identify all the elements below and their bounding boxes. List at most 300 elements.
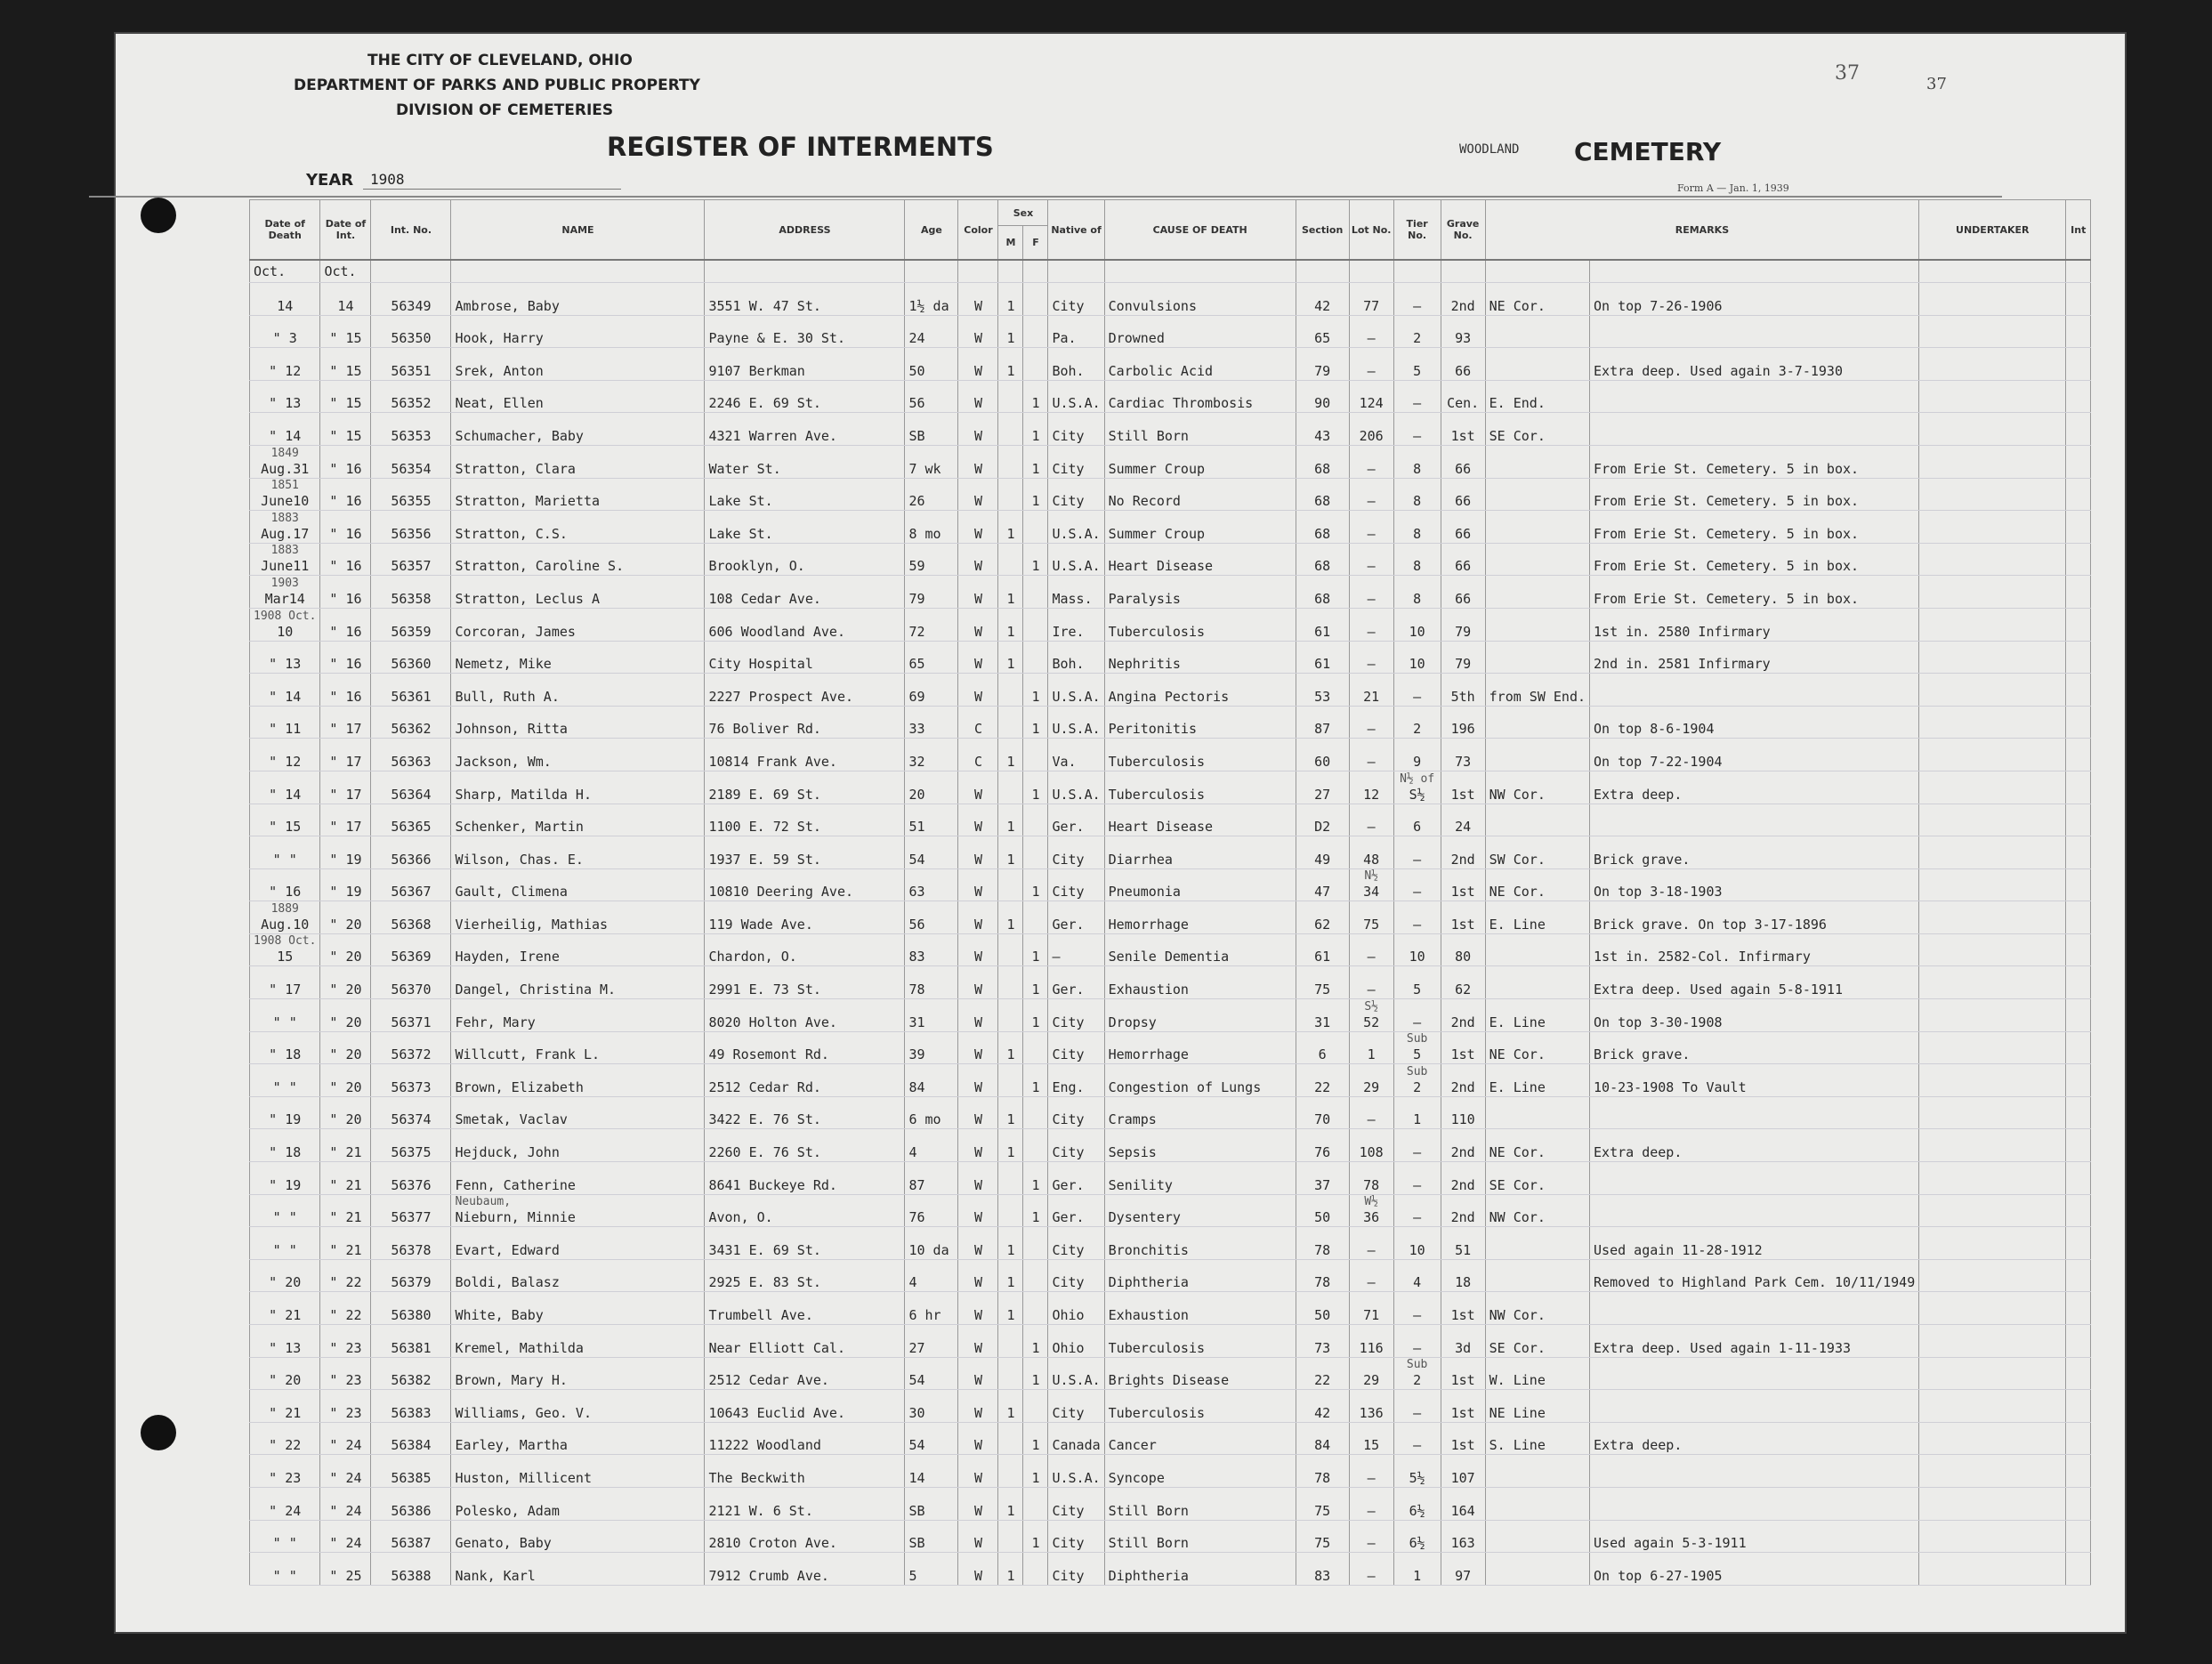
cell-native-value: U.S.A. [1052, 525, 1101, 542]
cell-color-value: W [973, 297, 982, 314]
cell-undertaker [1919, 1064, 2066, 1097]
cell-address-value: 11222 Woodland [708, 1437, 821, 1454]
cell-date-death [250, 1390, 320, 1423]
cell-age [905, 804, 958, 836]
table-row [250, 1553, 2091, 1586]
cell-native [1048, 1390, 1104, 1423]
cell-name [451, 868, 705, 901]
cell-cause [1104, 771, 1296, 804]
cell-extra [2066, 413, 2091, 446]
cell-extra [2066, 999, 2091, 1032]
cell-age [905, 1357, 958, 1390]
cell-cause [1104, 1357, 1296, 1390]
cell-age-value: 20 [908, 786, 925, 803]
cell-cause-value: Tuberculosis [1108, 753, 1206, 770]
cell-sex-m [998, 1520, 1023, 1553]
cell-address-value: 10814 Frank Ave. [708, 753, 837, 770]
cell-age [905, 868, 958, 901]
cell-sex-m-value: 1 [1006, 623, 1015, 640]
cell-native [1048, 868, 1104, 901]
cell-sex-m [998, 1325, 1023, 1358]
cell-lot [1349, 1129, 1393, 1162]
cell-int-no [371, 901, 451, 934]
cell-section-value: 31 [1314, 1014, 1331, 1030]
cell-date-death [250, 901, 320, 934]
cell-tier [1393, 1390, 1441, 1423]
cell-grave [1441, 478, 1485, 511]
cell-age-value: 27 [908, 1339, 925, 1356]
cell-lot-annotation: N½ [1364, 869, 1378, 884]
cell-tier-value: 8 [1413, 558, 1422, 575]
cell-sex-m [998, 1259, 1023, 1292]
cell-date-death [250, 966, 320, 999]
cell-remarks-value: From Erie St. Cemetery. 5 in box. [1594, 460, 1860, 477]
cell-date-int-value: " 21 [329, 1209, 362, 1226]
cell-int-no-value: 56352 [391, 395, 432, 412]
cell-cause [1104, 1096, 1296, 1129]
cell-undertaker [1919, 1390, 2066, 1423]
cell-section-value: 68 [1314, 493, 1331, 510]
column-header-row [250, 200, 2091, 226]
cell-address-value: 10643 Euclid Ave. [708, 1404, 845, 1421]
cell-remarks [1590, 1129, 1919, 1162]
cell-remarks [1590, 1064, 1919, 1097]
cell-color [958, 1520, 998, 1553]
cell-color [958, 804, 998, 836]
cell-sex-f [1023, 543, 1048, 576]
cell-name-value: Schenker, Martin [455, 819, 584, 836]
cell-undertaker [1919, 1292, 2066, 1325]
cell-int-no [371, 1227, 451, 1260]
cell-sex-f [1023, 706, 1048, 739]
cell-undertaker [1919, 804, 2066, 836]
cell-cause [1104, 1390, 1296, 1423]
cell-grave-value: 2nd [1450, 1078, 1475, 1095]
cell-cause-value: Still Born [1108, 427, 1189, 444]
cell-date-int [320, 445, 371, 478]
cell-name-value: Stratton, Marietta [455, 493, 601, 510]
cell-sex-f-value: 1 [1031, 949, 1040, 965]
col-section: Section [1296, 200, 1349, 261]
cell-date-death [250, 1422, 320, 1455]
cell-undertaker [1919, 1227, 2066, 1260]
cell-grave [1441, 1259, 1485, 1292]
cell-section-value: 47 [1314, 884, 1331, 901]
cell-color-value: W [973, 1046, 982, 1063]
cell-int-no-value: 56376 [391, 1176, 432, 1193]
cell-date-death [250, 608, 320, 641]
cell-name-value: Jackson, Wm. [455, 753, 552, 770]
cell-cause [1104, 283, 1296, 316]
cell-native-value: City [1052, 1046, 1085, 1063]
cell-date-death-value: 15 [277, 949, 294, 965]
cell-native [1048, 576, 1104, 609]
cell-sex-m-value: 1 [1006, 330, 1015, 347]
cell-date-death-value: " 3 [272, 330, 297, 347]
cell-name [451, 1129, 705, 1162]
cell-lot [1349, 380, 1393, 413]
cell-tier-annotation: Sub [1406, 1032, 1428, 1046]
cell-address-value: City Hospital [708, 656, 813, 673]
cell-grave [1441, 1553, 1485, 1586]
cell-grave [1441, 1325, 1485, 1358]
cell-address-value: 2189 E. 69 St. [708, 786, 821, 803]
cell-remarks-value: On top 6-27-1905 [1594, 1567, 1723, 1584]
cell-section [1296, 1194, 1349, 1227]
cell-color [958, 933, 998, 966]
cell-date-death-value: " 14 [269, 688, 302, 705]
cell-native-value: City [1052, 460, 1085, 477]
cell-lot-value: — [1367, 362, 1376, 379]
cell-location-value: NE Cor. [1489, 1144, 1546, 1161]
cell-cause-value: Convulsions [1108, 297, 1197, 314]
cell-sex-f [1023, 836, 1048, 869]
cell-date-int-value: " 21 [329, 1144, 362, 1161]
cell-section [1296, 771, 1349, 804]
cell-name [451, 771, 705, 804]
cell-grave-value: 2nd [1450, 1176, 1475, 1193]
cell-sex-f [1023, 641, 1048, 674]
cell-tier-value: — [1413, 297, 1422, 314]
cell-sex-m [998, 478, 1023, 511]
cell-cause-value: Dysentery [1108, 1209, 1181, 1226]
cell-grave [1441, 999, 1485, 1032]
cell-lot-value: — [1367, 981, 1376, 998]
month-row [250, 260, 2091, 283]
cell-cause [1104, 608, 1296, 641]
cell-name-value: Srek, Anton [455, 362, 544, 379]
cell-cause-value: Brights Disease [1108, 1372, 1230, 1389]
cell-address [705, 1259, 905, 1292]
cell-location [1485, 1194, 1589, 1227]
cell-cause-value: Summer Croup [1108, 460, 1206, 477]
cell-color-value: W [973, 1241, 982, 1258]
cell-location [1485, 1292, 1589, 1325]
cell-cause-value: Heart Disease [1108, 558, 1214, 575]
cell-section [1296, 706, 1349, 739]
cell-address [705, 804, 905, 836]
cell-name-value: Dangel, Christina M. [455, 981, 617, 998]
cell-native [1048, 413, 1104, 446]
cell-native-value: Ohio [1052, 1339, 1085, 1356]
cell-sex-m-value: 1 [1006, 590, 1015, 607]
cell-grave [1441, 868, 1485, 901]
cell-name [451, 1259, 705, 1292]
cell-color [958, 380, 998, 413]
cell-cause [1104, 315, 1296, 348]
cell-int-no [371, 511, 451, 544]
cell-name [451, 674, 705, 707]
cell-age-value: 24 [908, 330, 925, 347]
cell-name-value: Gault, Climena [455, 884, 568, 901]
cell-remarks [1590, 1031, 1919, 1064]
cell-tier-value: 8 [1413, 460, 1422, 477]
cell-tier-value: 5 [1413, 981, 1422, 998]
cell-sex-m [998, 315, 1023, 348]
cell-undertaker [1919, 966, 2066, 999]
cell-color [958, 1162, 998, 1195]
cell-tier [1393, 1031, 1441, 1064]
cell-tier [1393, 674, 1441, 707]
cell-sex-f-value: 1 [1031, 460, 1040, 477]
cell-remarks [1590, 771, 1919, 804]
cell-address [705, 771, 905, 804]
cell-section [1296, 413, 1349, 446]
cell-age-value: 4 [908, 1144, 917, 1161]
cell-age [905, 966, 958, 999]
cell-grave-value: 1st [1450, 427, 1475, 444]
cell-tier [1393, 608, 1441, 641]
cell-section [1296, 1292, 1349, 1325]
cell-age-value: 32 [908, 753, 925, 770]
table-row [250, 836, 2091, 869]
cell-remarks [1590, 1487, 1919, 1520]
cell-location-value: NE Cor. [1489, 1046, 1546, 1063]
cell-tier-value: 1 [1413, 1111, 1422, 1128]
cell-grave [1441, 1487, 1485, 1520]
cell-grave [1441, 804, 1485, 836]
cell-native-value: City [1052, 1535, 1085, 1552]
cell-sex-f [1023, 1390, 1048, 1423]
cell-address [705, 901, 905, 934]
cell-remarks-value: On top 3-30-1908 [1594, 1014, 1723, 1030]
cell-tier-value: — [1413, 1144, 1422, 1161]
cell-tier-value: S½ [1409, 786, 1425, 803]
cell-location [1485, 836, 1589, 869]
cell-date-death-annotation: 1889 [270, 901, 299, 916]
cell-tier-value: 6½ [1409, 1502, 1425, 1519]
cell-section-value: 68 [1314, 558, 1331, 575]
cell-remarks [1590, 1553, 1919, 1586]
cell-sex-m [998, 1487, 1023, 1520]
cell-tier-value: — [1413, 1209, 1422, 1226]
cell-undertaker [1919, 901, 2066, 934]
cell-address [705, 511, 905, 544]
cell-color-value: C [973, 753, 982, 770]
cell-lot [1349, 413, 1393, 446]
cell-color-value: C [973, 721, 982, 738]
cell-int-no-value: 56387 [391, 1535, 432, 1552]
cell-cause [1104, 543, 1296, 576]
cell-date-death-value: " " [272, 851, 297, 868]
cell-date-death-value: Aug.31 [261, 460, 310, 477]
cell-date-death [250, 380, 320, 413]
cell-address [705, 641, 905, 674]
cell-age [905, 1325, 958, 1358]
cell-color [958, 1422, 998, 1455]
cell-remarks [1590, 380, 1919, 413]
cell-tier [1393, 1162, 1441, 1195]
cell-remarks-value: Extra deep. [1594, 1437, 1683, 1454]
cell-cause-value: Cramps [1108, 1111, 1157, 1128]
cell-section-value: 61 [1314, 623, 1331, 640]
cell-native-value: City [1052, 884, 1085, 901]
cell-undertaker [1919, 1357, 2066, 1390]
cell-grave-value: 107 [1450, 1469, 1475, 1486]
cell-date-death [250, 1487, 320, 1520]
cell-int-no-value: 56373 [391, 1078, 432, 1095]
table-row [250, 1259, 2091, 1292]
cell-address-value: Lake St. [708, 525, 773, 542]
col-age: Age [905, 200, 958, 261]
cell-name-value: Polesko, Adam [455, 1502, 560, 1519]
cell-grave-value: 2nd [1450, 297, 1475, 314]
cell-lot [1349, 641, 1393, 674]
cell-location [1485, 445, 1589, 478]
cell-date-int-value: " 21 [329, 1241, 362, 1258]
cell-name-value: Earley, Martha [455, 1437, 568, 1454]
cell-tier-value: 8 [1413, 590, 1422, 607]
cell-date-int [320, 1422, 371, 1455]
cell-age-value: 39 [908, 1046, 925, 1063]
cell-cause [1104, 1064, 1296, 1097]
cell-color [958, 706, 998, 739]
cell-extra [2066, 1487, 2091, 1520]
table-row [250, 641, 2091, 674]
cell-extra [2066, 901, 2091, 934]
cell-remarks [1590, 1422, 1919, 1455]
cell-remarks [1590, 1096, 1919, 1129]
cell-name-value: Vierheilig, Mathias [455, 916, 609, 933]
cell-tier [1393, 706, 1441, 739]
cell-native-value: City [1052, 1144, 1085, 1161]
cell-name-value: Sharp, Matilda H. [455, 786, 592, 803]
cell-tier [1393, 1422, 1441, 1455]
cell-grave-value: 1st [1450, 1046, 1475, 1063]
cell-remarks-value: Used again 5-3-1911 [1594, 1535, 1747, 1552]
cell-tier-value: 2 [1413, 1372, 1422, 1389]
cell-name-value: Nemetz, Mike [455, 656, 552, 673]
cell-sex-m [998, 1129, 1023, 1162]
cell-lot [1349, 1487, 1393, 1520]
cell-lot [1349, 543, 1393, 576]
cell-name [451, 1422, 705, 1455]
cell-lot-value: — [1367, 590, 1376, 607]
cell-grave-value: 24 [1455, 819, 1472, 836]
cell-sex-f [1023, 999, 1048, 1032]
cell-lot [1349, 739, 1393, 771]
cell-int-no [371, 543, 451, 576]
cell-grave [1441, 1129, 1485, 1162]
cell-date-int [320, 478, 371, 511]
cell-sex-m [998, 706, 1023, 739]
cell-address [705, 1487, 905, 1520]
cell-section-value: 68 [1314, 460, 1331, 477]
cell-location [1485, 478, 1589, 511]
cell-date-death-value: " 15 [269, 819, 302, 836]
cell-address-value: 108 Cedar Ave. [708, 590, 821, 607]
cell-int-no-value: 56388 [391, 1567, 432, 1584]
cell-tier-value: 8 [1413, 525, 1422, 542]
cell-date-int [320, 1325, 371, 1358]
cell-sex-f [1023, 868, 1048, 901]
cell-int-no [371, 674, 451, 707]
cell-tier-value: — [1413, 427, 1422, 444]
cell-sex-f [1023, 1031, 1048, 1064]
cell-sex-f [1023, 380, 1048, 413]
cell-tier [1393, 1357, 1441, 1390]
cell-sex-m [998, 966, 1023, 999]
cell-date-death-value: " 19 [269, 1111, 302, 1128]
cell-sex-m-value: 1 [1006, 1567, 1015, 1584]
cell-sex-m [998, 1031, 1023, 1064]
col-sex-m: M [998, 226, 1023, 260]
cell-grave [1441, 1422, 1485, 1455]
month-int: Oct. [320, 260, 371, 283]
cell-color [958, 315, 998, 348]
cell-section-value: 75 [1314, 1535, 1331, 1552]
cell-sex-m [998, 1455, 1023, 1488]
cell-int-no [371, 478, 451, 511]
cell-cause-value: Paralysis [1108, 590, 1181, 607]
cell-tier-value: — [1413, 1404, 1422, 1421]
cell-section [1296, 804, 1349, 836]
cell-native [1048, 1129, 1104, 1162]
cell-lot [1349, 1259, 1393, 1292]
cell-tier [1393, 1520, 1441, 1553]
cell-cause [1104, 380, 1296, 413]
cell-age-value: 65 [908, 656, 925, 673]
cell-section [1296, 966, 1349, 999]
cell-remarks [1590, 348, 1919, 381]
cell-name [451, 1064, 705, 1097]
cell-tier [1393, 1064, 1441, 1097]
cell-int-no-value: 56383 [391, 1404, 432, 1421]
cell-extra [2066, 1455, 2091, 1488]
cell-cause-value: Dropsy [1108, 1014, 1157, 1030]
cell-undertaker [1919, 1553, 2066, 1586]
cell-color [958, 641, 998, 674]
cell-section-value: 42 [1314, 1404, 1331, 1421]
cell-sex-f [1023, 1259, 1048, 1292]
cell-cause [1104, 1031, 1296, 1064]
cell-date-death-value: " 19 [269, 1176, 302, 1193]
cell-address [705, 739, 905, 771]
cell-undertaker [1919, 543, 2066, 576]
cell-undertaker [1919, 1325, 2066, 1358]
cell-tier [1393, 836, 1441, 869]
cell-age [905, 739, 958, 771]
cell-native [1048, 1455, 1104, 1488]
cell-color [958, 1259, 998, 1292]
cell-lot-annotation: S½ [1364, 999, 1378, 1014]
cell-section [1296, 901, 1349, 934]
cell-sex-f-value: 1 [1031, 1078, 1040, 1095]
cell-cause-value: Diphtheria [1108, 1567, 1189, 1584]
cell-sex-f [1023, 771, 1048, 804]
cell-grave-value: Cen. [1447, 395, 1480, 412]
cell-int-no-value: 56363 [391, 753, 432, 770]
cell-sex-f [1023, 901, 1048, 934]
cell-location-value: NE Cor. [1489, 297, 1546, 314]
cell-lot [1349, 1194, 1393, 1227]
cell-sex-m-value: 1 [1006, 1111, 1015, 1128]
cell-cause-value: Diphtheria [1108, 1274, 1189, 1291]
cell-date-int-value: " 21 [329, 1176, 362, 1193]
cell-date-death-value: 14 [277, 297, 294, 314]
cell-sex-m-value: 1 [1006, 916, 1015, 933]
cell-lot-value: 29 [1363, 1078, 1380, 1095]
cell-address-value: 119 Wade Ave. [708, 916, 813, 933]
cell-location [1485, 933, 1589, 966]
cell-lot [1349, 1553, 1393, 1586]
cell-age-value: SB [908, 1535, 925, 1552]
cell-age-value: 56 [908, 395, 925, 412]
cell-name-value: Nieburn, Minnie [455, 1209, 576, 1226]
cell-location [1485, 739, 1589, 771]
cell-grave-value: 5th [1450, 688, 1475, 705]
cell-age-value: 5 [908, 1567, 917, 1584]
